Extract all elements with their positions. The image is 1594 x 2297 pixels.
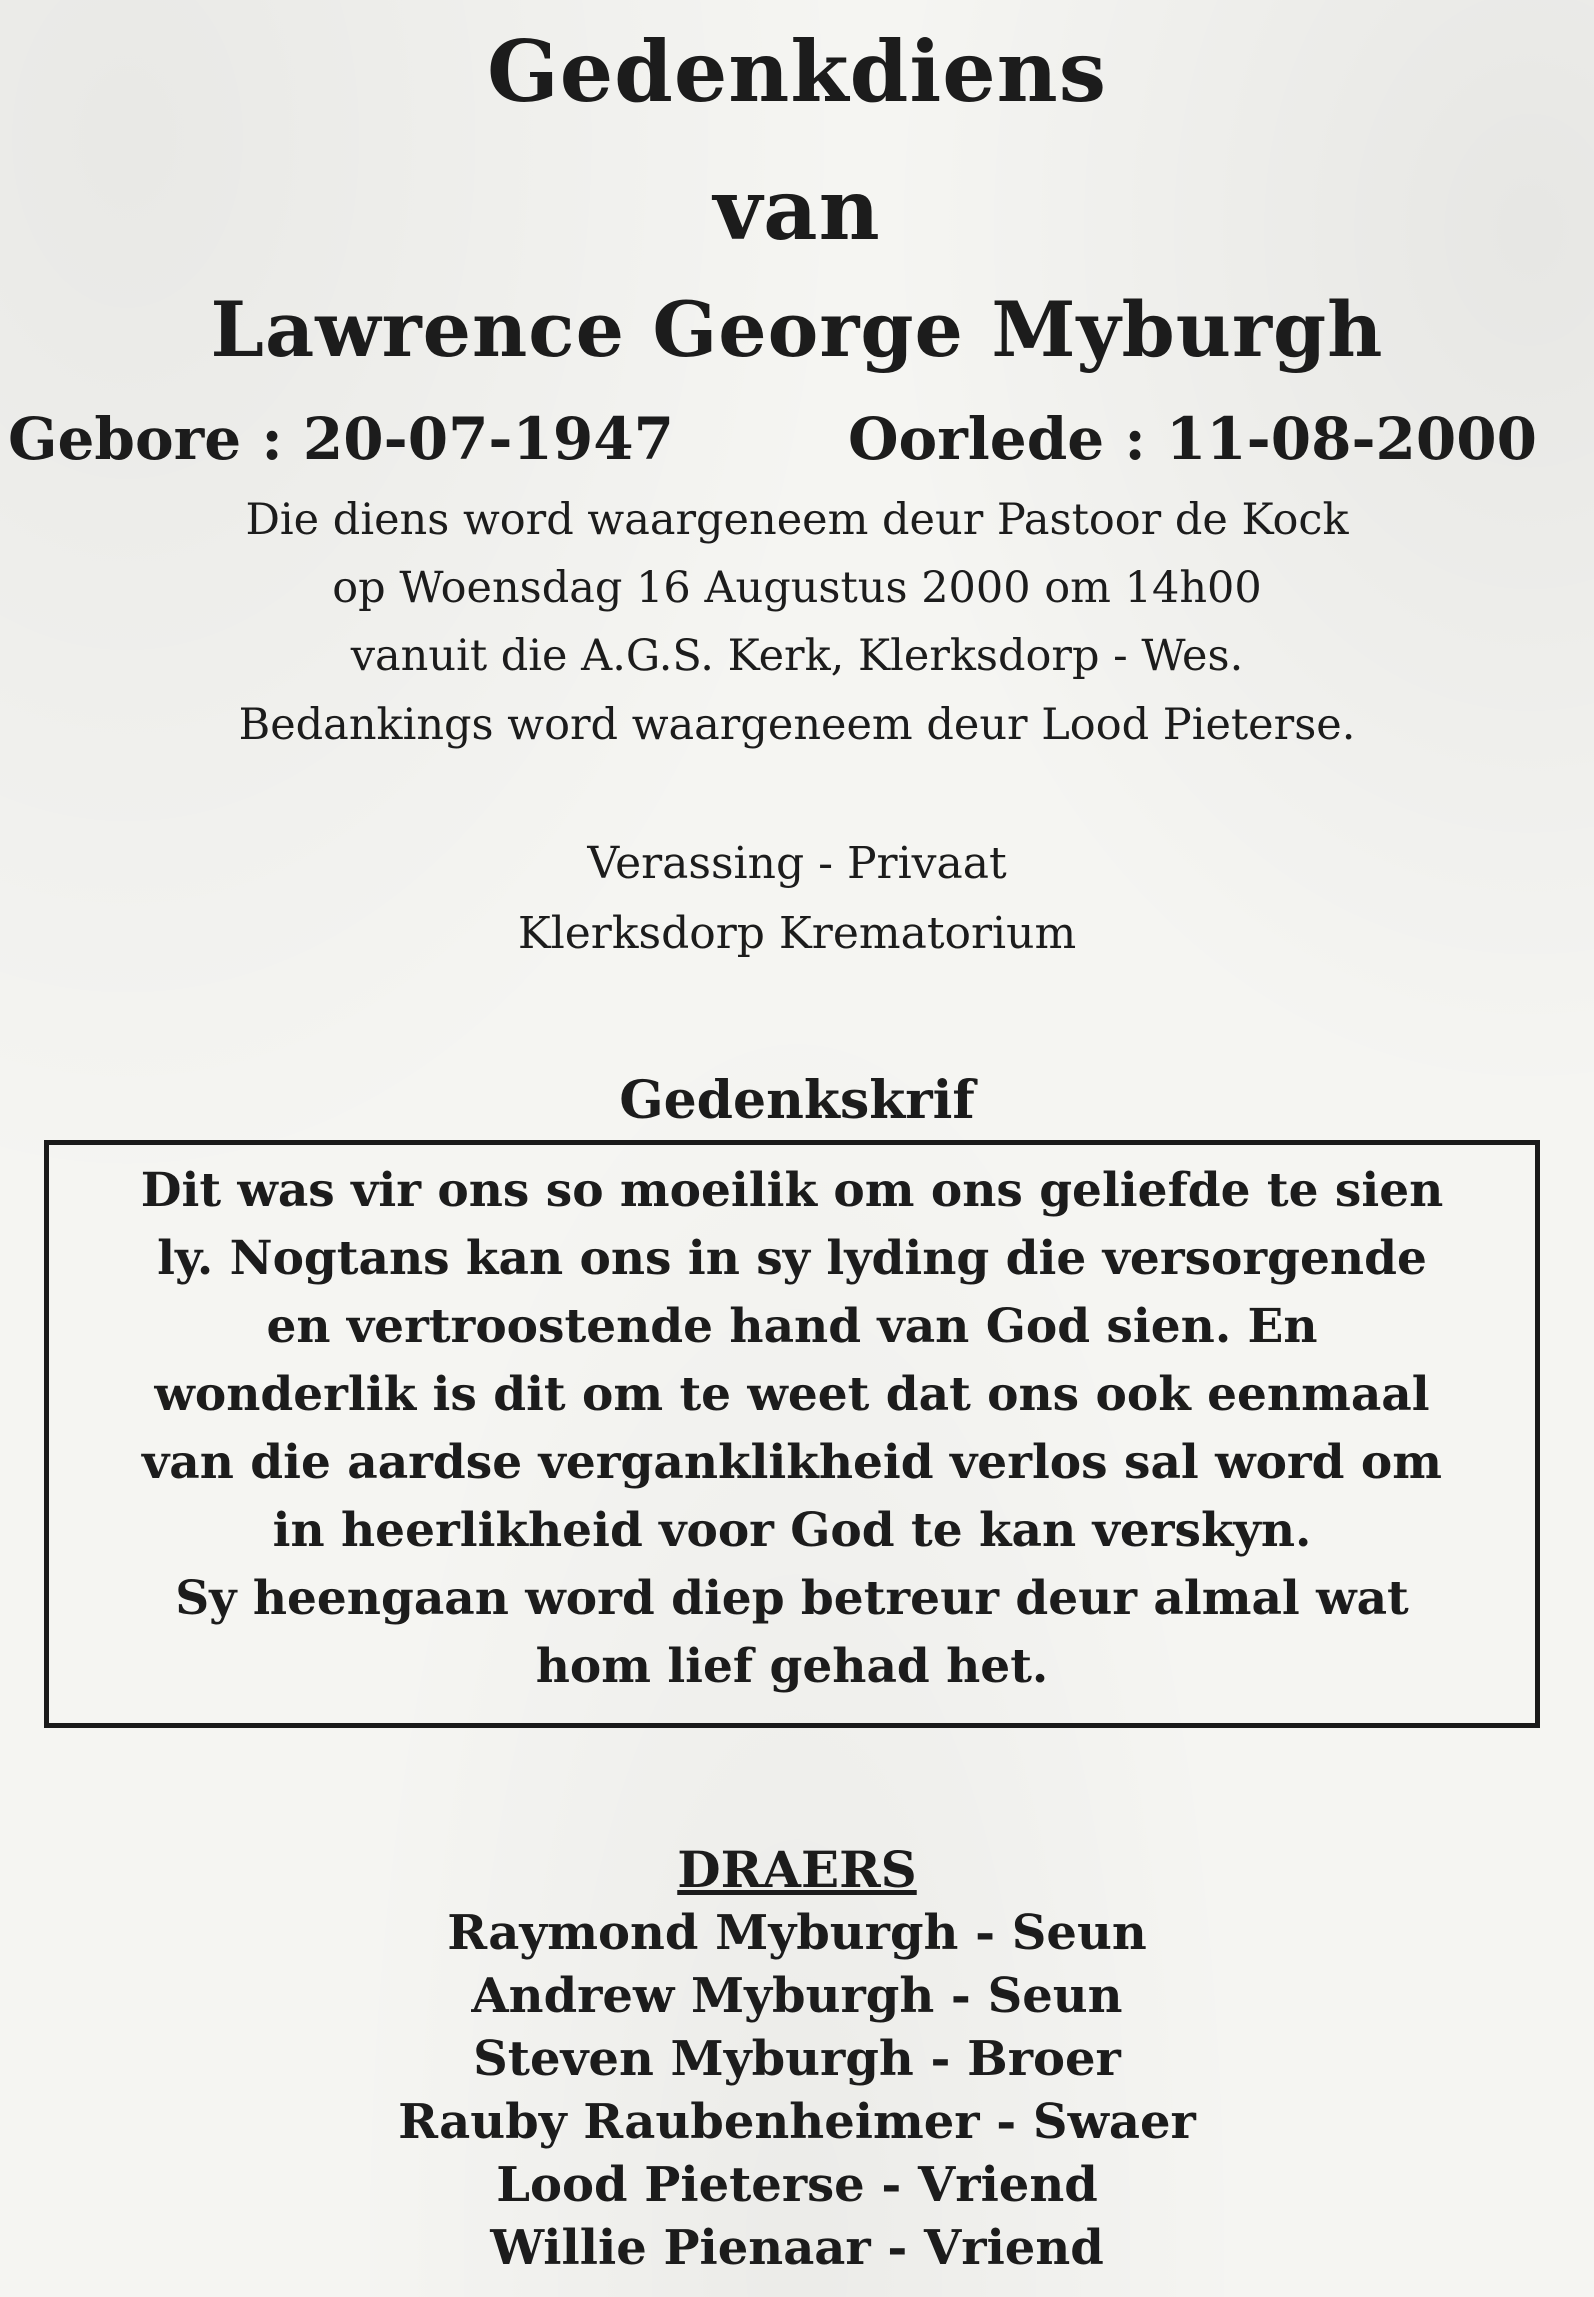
cremation-line: Klerksdorp Krematorium <box>517 908 1077 959</box>
bearer-item: Rauby Raubenheimer - Swaer <box>398 2094 1196 2150</box>
memorial-line: in heerlikheid voor God te kan verskyn. <box>272 1503 1312 1558</box>
memorial-line: ly. Nogtans kan ons in sy lyding die versorgende <box>157 1231 1427 1286</box>
memorial-line: Sy heengaan word diep betreur deur almal wat <box>175 1571 1409 1626</box>
memorial-title: Gedenkskrif <box>619 1070 975 1131</box>
death-date: Oorlede : 11-08-2000 <box>848 405 1537 473</box>
bearer-item: Lood Pieterse - Vriend <box>496 2157 1098 2213</box>
deceased-name: Lawrence George Myburgh <box>210 285 1384 374</box>
memorial-line: hom lief gehad het. <box>535 1639 1049 1694</box>
memorial-line: Dit was vir ons so moeilik om ons geliefde te sien <box>140 1163 1444 1218</box>
title-van: van <box>713 160 881 259</box>
title-gedenkdiens: Gedenkdiens <box>486 22 1108 121</box>
service-line: Bedankings word waargeneem deur Lood Pieterse. <box>238 700 1356 750</box>
memorial-line: van die aardse verganklikheid verlos sal word om <box>141 1435 1442 1490</box>
bearer-item: Willie Pienaar - Vriend <box>490 2220 1104 2276</box>
service-line: Die diens word waargeneem deur Pastoor de Kock <box>245 495 1349 545</box>
bearer-item: Andrew Myburgh - Seun <box>471 1968 1123 2024</box>
birth-date: Gebore : 20-07-1947 <box>8 405 674 473</box>
bearer-item: Raymond Myburgh - Seun <box>447 1905 1147 1961</box>
service-line: vanuit die A.G.S. Kerk, Klerksdorp - Wes. <box>350 631 1244 681</box>
service-line: op Woensdag 16 Augustus 2000 om 14h00 <box>332 563 1262 613</box>
cremation-line: Verassing - Privaat <box>587 838 1007 889</box>
memorial-line: wonderlik is dit om te weet dat ons ook eenmaal <box>154 1367 1430 1422</box>
bearers-title: DRAERS <box>677 1840 917 1899</box>
memorial-text-box <box>44 1140 1540 1728</box>
memorial-line: en vertroostende hand van God sien. En <box>266 1299 1318 1354</box>
bearer-item: Steven Myburgh - Broer <box>473 2031 1121 2087</box>
